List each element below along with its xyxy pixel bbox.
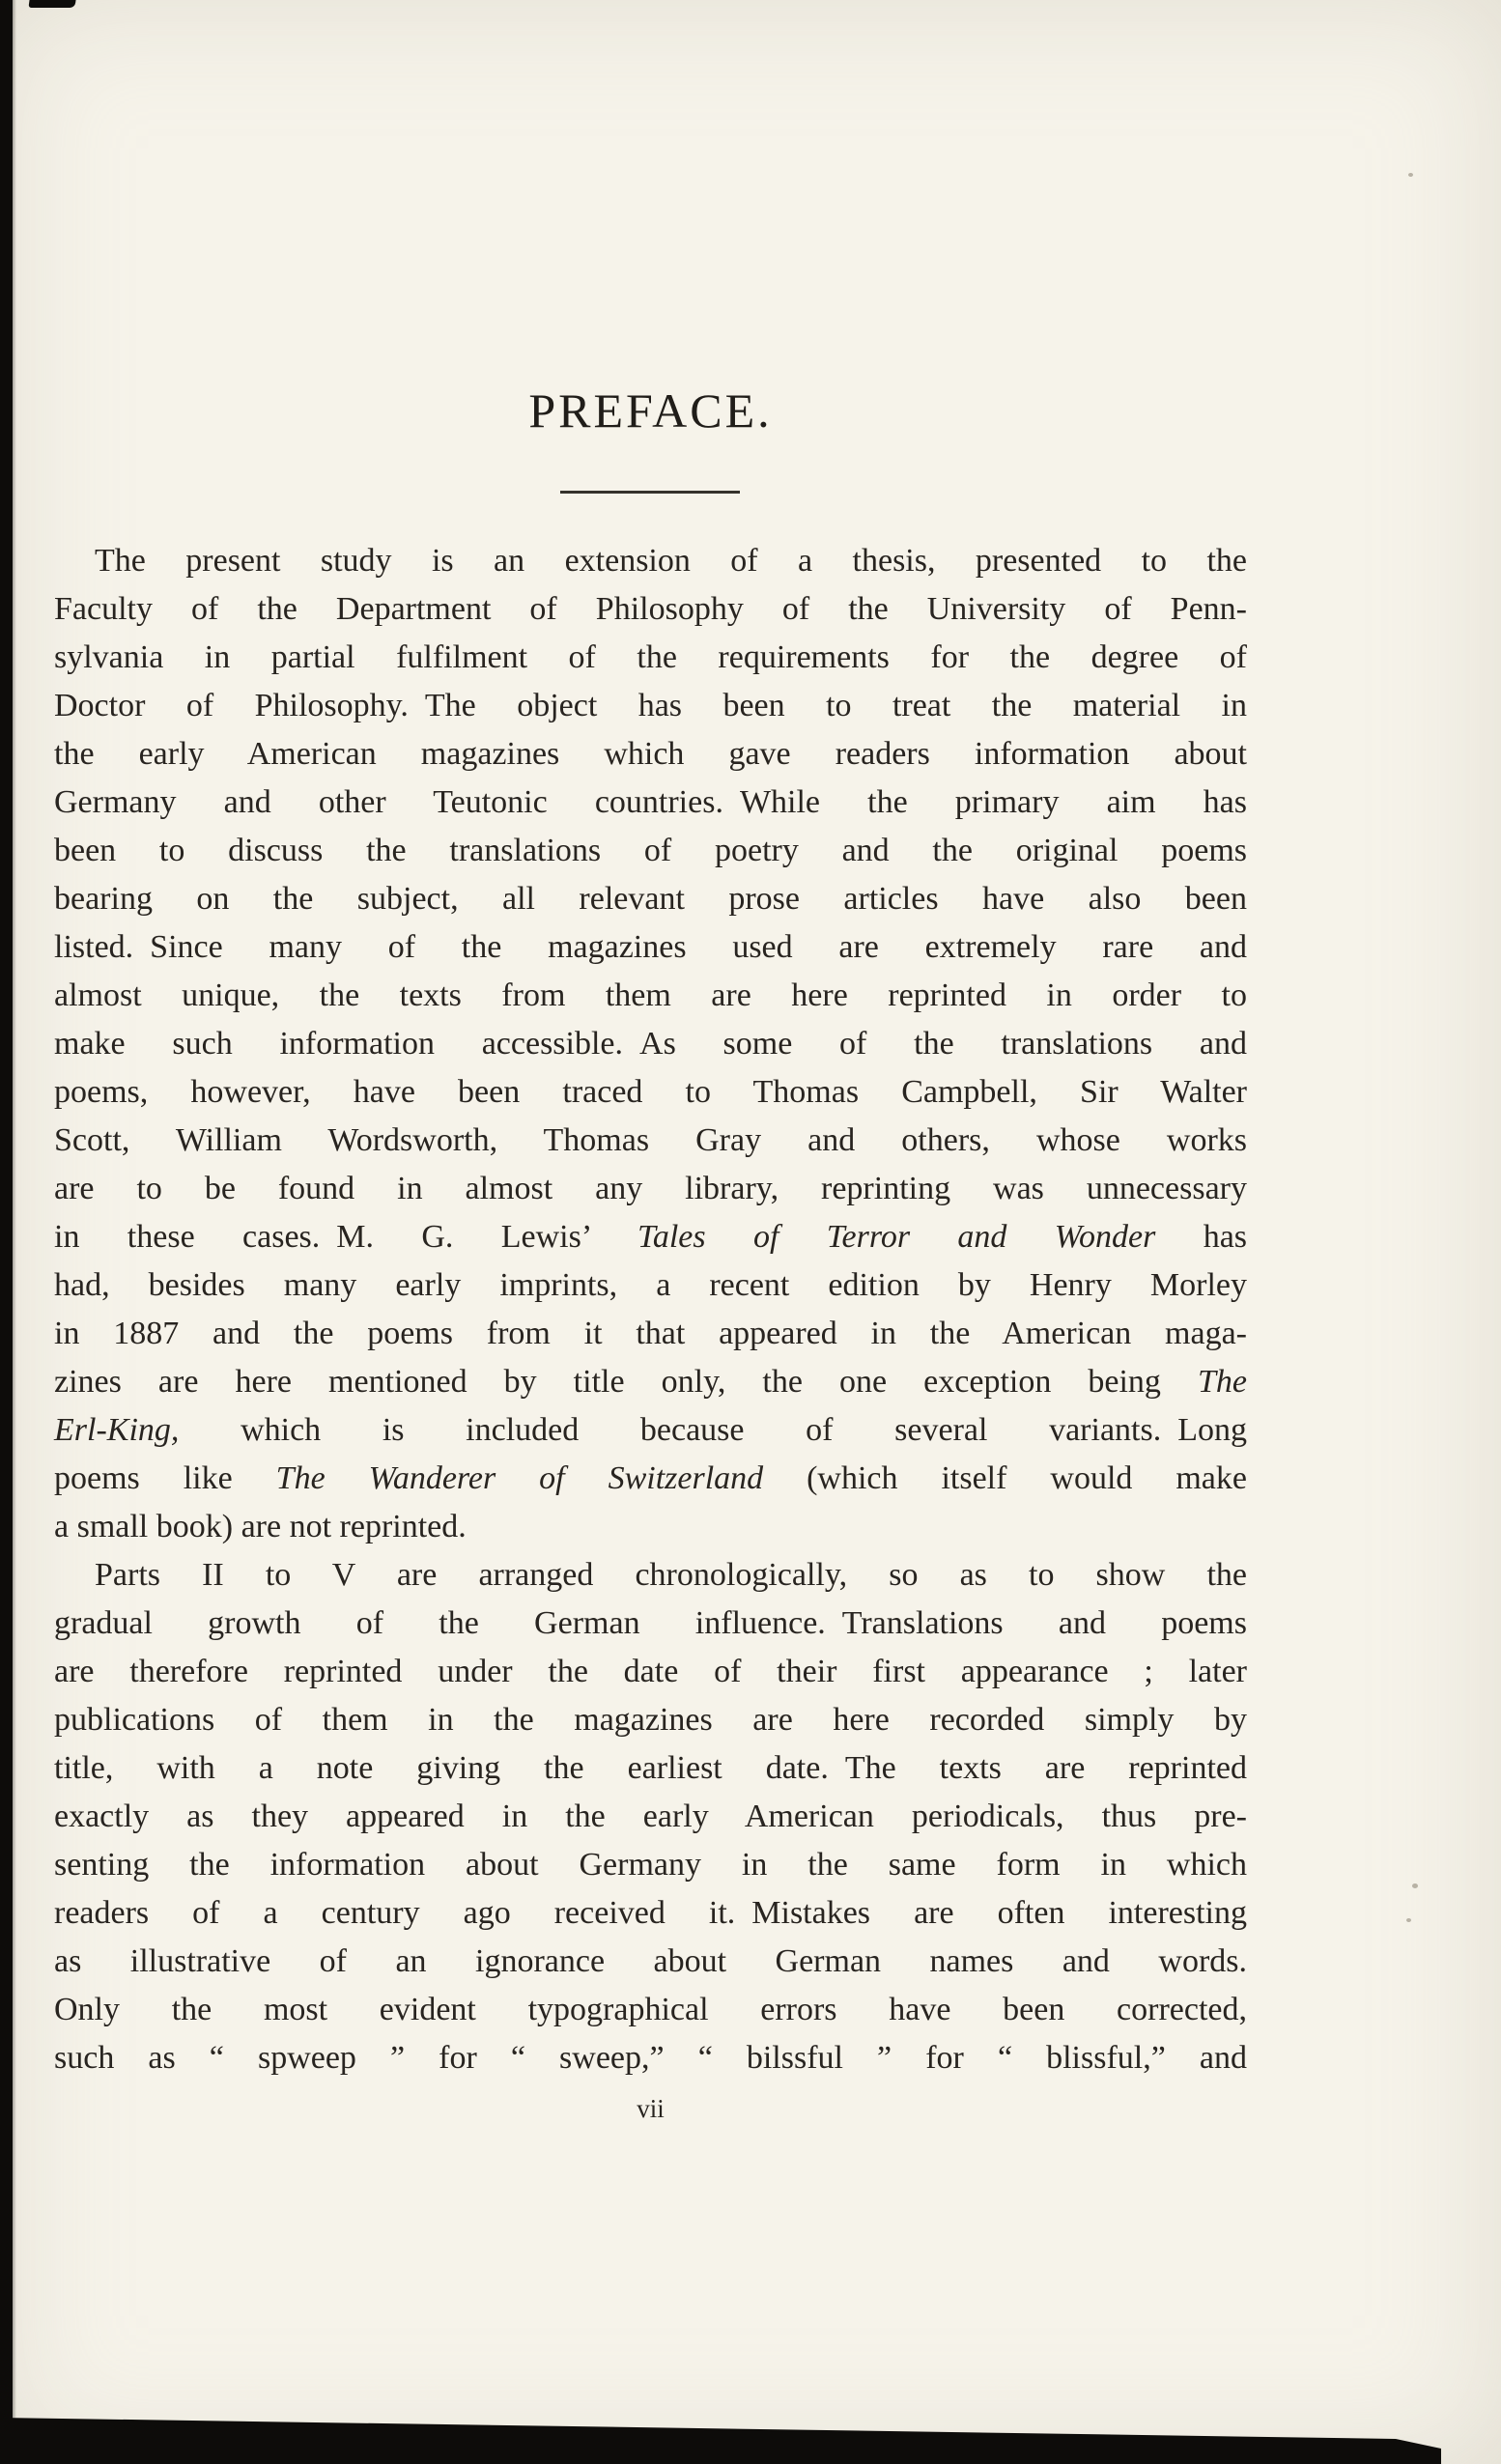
- text-run: are to be found in almost any library, reprinting was unnecessary: [54, 1171, 1247, 1206]
- text-run: senting the information about Germany in the same form in which: [54, 1847, 1247, 1883]
- text-line: [54, 2034, 1247, 2082]
- text-line: [54, 1696, 1247, 1744]
- text-line: [54, 1600, 1247, 1648]
- paragraph: [54, 537, 1247, 1551]
- text-run: Faculty of the Department of Philosophy of the University of Penn-: [54, 591, 1247, 627]
- text-line: [54, 779, 1247, 827]
- italic-text-run: The Wanderer of Switzerland: [275, 1460, 764, 1496]
- text-line: [54, 634, 1247, 682]
- text-run: Scott, William Wordsworth, Thomas Gray and others, whose works: [54, 1122, 1247, 1158]
- text-line: [54, 682, 1247, 730]
- text-line: [54, 1793, 1247, 1841]
- scan-artifact-bottom-bar: [0, 2410, 1501, 2464]
- scan-speck: [1406, 1918, 1411, 1922]
- text-line: [54, 585, 1247, 634]
- text-run: The present study is an extension of a thesis, presented to the: [95, 543, 1247, 579]
- scan-speck: [1408, 173, 1413, 177]
- text-line: [54, 1310, 1247, 1358]
- text-line: [54, 1503, 1247, 1551]
- text-run: poems like: [54, 1460, 276, 1496]
- text-line: [54, 1068, 1247, 1117]
- text-run: had, besides many early imprints, a recent edition by Henry Morley: [54, 1267, 1247, 1303]
- text-line: [54, 923, 1247, 972]
- text-run: listed. Since many of the magazines used are extremely rare and: [54, 929, 1247, 965]
- scan-speck: [1412, 1883, 1418, 1888]
- text-run: Germany and other Teutonic countries. While the primary aim has: [54, 784, 1247, 820]
- text-line: [54, 1648, 1247, 1696]
- text-run: make such information accessible. As some of the translations and: [54, 1026, 1247, 1062]
- text-run: in 1887 and the poems from it that appeared in the American maga-: [54, 1316, 1247, 1351]
- text-run: been to discuss the translations of poetry and the original poems: [54, 833, 1247, 868]
- text-line: [54, 875, 1247, 923]
- text-run: a small book) are not reprinted.: [54, 1509, 467, 1544]
- text-run: Doctor of Philosophy. The object has been to treat the material in: [54, 688, 1247, 723]
- text-line: [54, 537, 1247, 585]
- paragraph: [54, 1551, 1247, 2082]
- text-line: [54, 1020, 1247, 1068]
- text-line: [54, 1889, 1247, 1938]
- text-line: [54, 1358, 1247, 1406]
- text-run: the early American magazines which gave readers information about: [54, 736, 1247, 772]
- text-run: which is included because of several variants. Long: [179, 1412, 1247, 1448]
- page-number: vii: [637, 2094, 665, 2123]
- text-run: has: [1155, 1219, 1248, 1255]
- text-run: such as “ spweep ” for “ sweep,” “ bilssful ” for “ blissful,” and: [54, 2040, 1247, 2076]
- text-line: [54, 1261, 1247, 1310]
- text-line: [54, 1455, 1247, 1503]
- text-line: [54, 1841, 1247, 1889]
- text-run: publications of them in the magazines are here recorded simply by: [54, 1702, 1247, 1738]
- text-run: are therefore reprinted under the date of their first appearance ; later: [54, 1654, 1247, 1689]
- scan-artifact-corner-mark: [28, 0, 75, 8]
- text-run: readers of a century ago received it. Mistakes are often interesting: [54, 1895, 1247, 1931]
- italic-text-run: Erl-King,: [54, 1412, 180, 1448]
- text-run: bearing on the subject, all relevant prose articles have also been: [54, 881, 1247, 917]
- title-rule: [560, 491, 740, 494]
- text-line: [54, 1213, 1247, 1261]
- italic-text-run: The: [1198, 1364, 1247, 1400]
- text-line: [54, 972, 1247, 1020]
- page-body: [54, 537, 1247, 2082]
- text-line: [54, 1406, 1247, 1455]
- italic-text-run: Tales of Terror and Wonder: [637, 1219, 1156, 1255]
- page-title: PREFACE.: [528, 383, 773, 438]
- text-run: poems, however, have been traced to Thomas Campbell, Sir Walter: [54, 1074, 1247, 1110]
- text-run: (which itself would make: [763, 1460, 1247, 1496]
- text-line: [54, 1551, 1247, 1600]
- text-run: title, with a note giving the earliest date. The texts are reprinted: [54, 1750, 1247, 1786]
- text-run: exactly as they appeared in the early American periodicals, thus pre-: [54, 1798, 1247, 1834]
- text-run: gradual growth of the German influence. Translations and poems: [54, 1605, 1247, 1641]
- text-run: as illustrative of an ignorance about German names and words.: [54, 1943, 1247, 1979]
- text-run: Parts II to V are arranged chronologically, so as to show the: [95, 1557, 1247, 1593]
- text-line: [54, 1117, 1247, 1165]
- text-run: Only the most evident typographical errors have been corrected,: [54, 1992, 1247, 2027]
- text-line: [54, 1165, 1247, 1213]
- text-run: almost unique, the texts from them are here reprinted in order to: [54, 977, 1247, 1013]
- text-line: [54, 1938, 1247, 1986]
- text-run: sylvania in partial fulfilment of the requirements for the degree of: [54, 639, 1247, 675]
- text-line: [54, 1986, 1247, 2034]
- text-run: zines are here mentioned by title only, the one exception being: [54, 1364, 1198, 1400]
- text-run: in these cases. M. G. Lewis’: [54, 1219, 638, 1255]
- text-line: [54, 1744, 1247, 1793]
- text-line: [54, 730, 1247, 779]
- text-line: [54, 827, 1247, 875]
- scan-artifact-left-edge: [0, 0, 13, 2464]
